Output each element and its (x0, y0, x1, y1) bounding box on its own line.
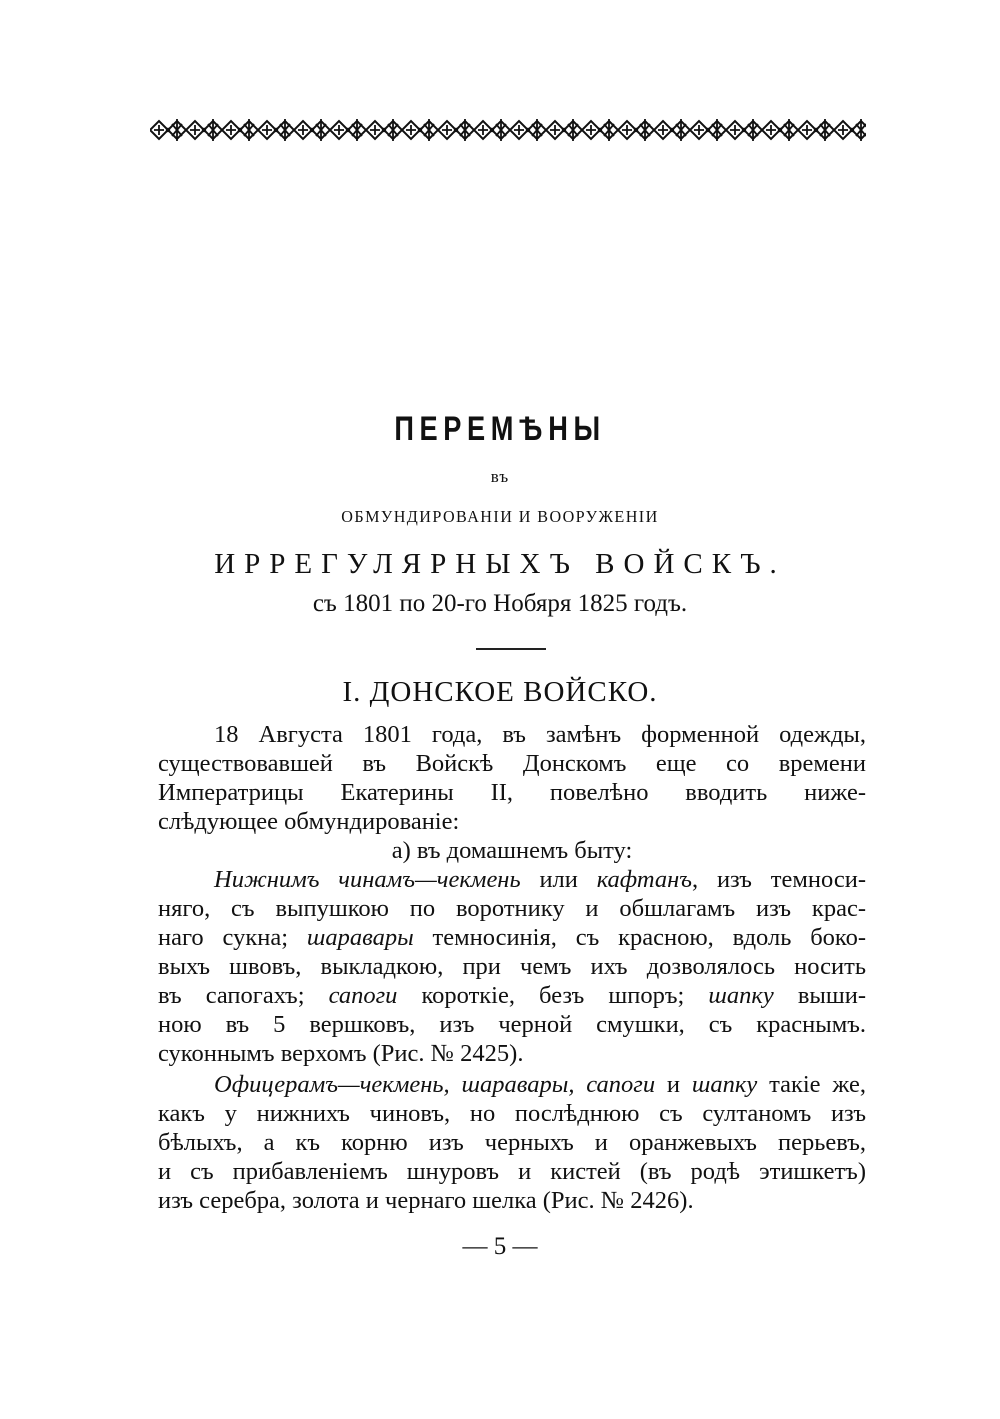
text-segment: суконнымъ верхомъ (Рис. № 2425). (158, 1040, 524, 1067)
ornamental-border (150, 117, 866, 143)
italic-term: Офицерамъ—чекмень, шаравары, сапоги (214, 1071, 656, 1098)
text-segment: ною въ 5 вершковъ, изъ черной смушки, съ краснымъ. (158, 1011, 866, 1038)
italic-term: сапоги (328, 982, 398, 1009)
text-line (158, 865, 866, 894)
text-segment: няго, съ выпушкою по воротнику и обшлагамъ изъ крас- (158, 895, 866, 922)
divider-rule (476, 648, 546, 650)
text-line (158, 1010, 866, 1039)
italic-term: кафтанъ (596, 866, 692, 893)
subtitle-large: ИРРЕГУЛЯРНЫХЪ ВОЙСКЪ. (214, 548, 786, 580)
text-line (158, 1070, 866, 1099)
text-segment: такіе же, (757, 1071, 866, 1098)
italic-term: Нижнимъ чинамъ—чекмень (214, 866, 521, 893)
text-segment: выхъ швовъ, выкладкою, при чемъ ихъ дозволялось носить (158, 953, 866, 980)
text-segment: или (520, 866, 597, 893)
text-segment: существовавшей въ Войскѣ Донскомъ еще со времени (158, 750, 866, 777)
text-line (158, 1099, 866, 1128)
text-line (158, 720, 866, 749)
text-line (158, 1128, 866, 1157)
italic-term: шапку (708, 982, 774, 1009)
text-segment: слѣдующее обмундированіе: (158, 808, 460, 835)
text-line (158, 807, 866, 836)
text-segment: и (655, 1071, 692, 1098)
text-segment: короткіе, безъ шпоръ; (397, 982, 709, 1009)
text-segment: и съ прибавленіемъ шнуровъ и кистей (въ родѣ этишкетъ) (158, 1158, 866, 1185)
text-segment: какъ у нижнихъ чиновъ, но послѣднюю съ султаномъ изъ (158, 1100, 866, 1127)
text-line (158, 836, 866, 865)
text-segment: Императрицы Екатерины II, повелѣно вводить ниже- (158, 779, 866, 806)
text-line (158, 981, 866, 1010)
text-segment: въ сапогахъ; (158, 982, 329, 1009)
text-segment: изъ серебра, золота и чернаго шелка (Рис. № 2426). (158, 1187, 694, 1214)
text-line (158, 1157, 866, 1186)
title-preposition: въ (490, 467, 510, 486)
italic-term: шаравары (306, 924, 414, 951)
text-line (158, 923, 866, 952)
text-line (158, 894, 866, 923)
body-text (158, 720, 866, 1215)
subtitle: ОБМУНДИРОВАНІИ И ВООРУЖЕНІИ (341, 507, 659, 526)
text-segment: 18 Августа 1801 года, въ замѣнъ форменной одежды, (214, 721, 866, 748)
date-range: съ 1801 по 20-го Нобяря 1825 годъ. (312, 590, 688, 617)
text-line (158, 1039, 866, 1068)
text-segment: бѣлыхъ, а къ корню изъ черныхъ и оранжевыхъ перьевъ, (158, 1129, 866, 1156)
text-segment: выши- (773, 982, 867, 1009)
page-number: — 5 — (462, 1233, 538, 1260)
text-line (158, 1186, 866, 1215)
page-title: ПЕРЕМѢНЫ (394, 410, 606, 448)
text-line (158, 778, 866, 807)
text-segment: темносинія, съ красною, вдоль боко- (413, 924, 867, 951)
text-segment: , изъ темноси- (692, 866, 866, 893)
italic-term: шапку (691, 1071, 758, 1098)
text-line (158, 749, 866, 778)
section-heading: I. ДОНСКОЕ ВОЙСКО. (342, 676, 658, 708)
text-segment: а) въ домашнемъ быту: (391, 837, 633, 864)
text-segment: наго сукна; (158, 924, 307, 951)
text-line (158, 952, 866, 981)
